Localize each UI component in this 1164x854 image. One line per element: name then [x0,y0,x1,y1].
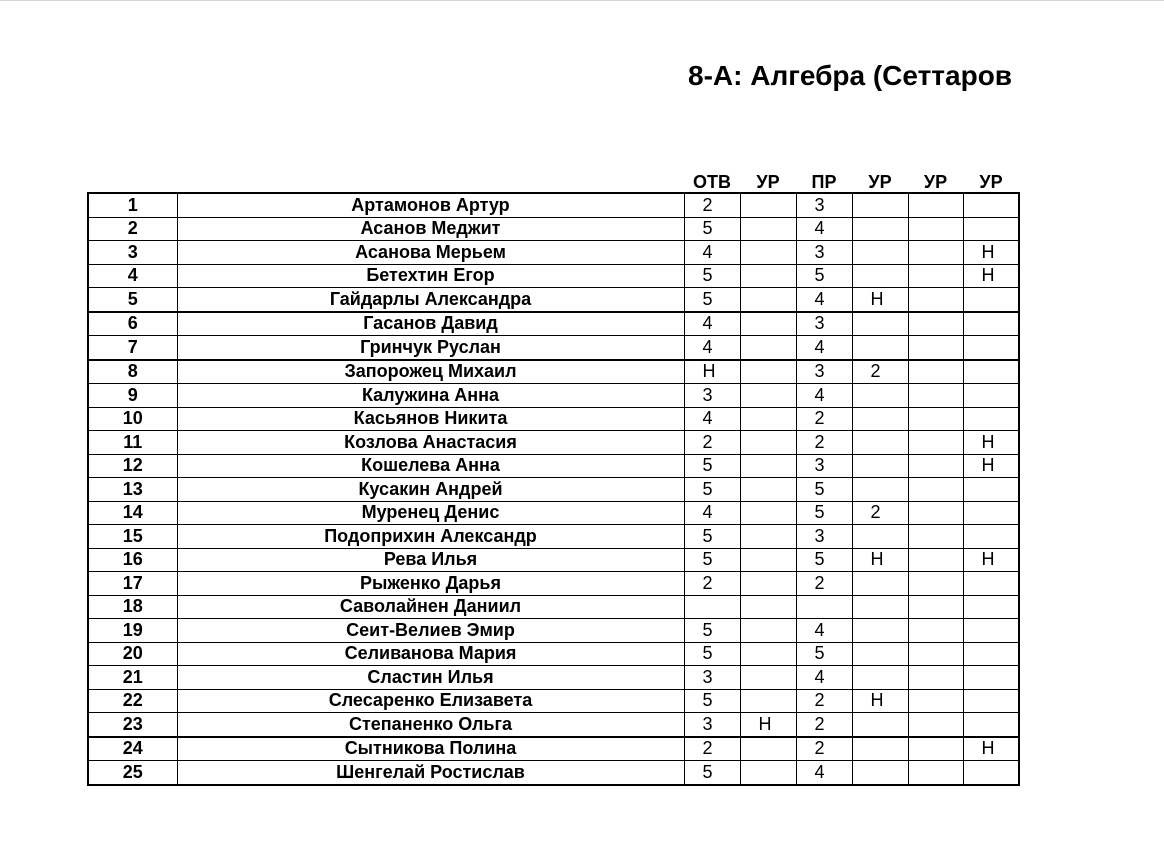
table-row [88,548,1019,572]
student-name: Селиванова Мария [177,642,684,666]
table-row [88,241,1019,265]
row-number: 1 [88,193,177,217]
grade-cell [740,407,796,431]
grade-cell [740,761,796,785]
student-name: Касьянов Никита [177,407,684,431]
grade-cell: 2 [796,407,852,431]
grade-cell [852,642,908,666]
grade-cell [908,312,963,336]
row-number: 19 [88,619,177,643]
grade-cell: 3 [796,193,852,217]
grade-cell [963,407,1019,431]
grade-cell [963,312,1019,336]
row-number: 24 [88,737,177,761]
column-header: ПР [811,172,837,192]
table-row [88,454,1019,478]
grade-cell: 5 [684,288,740,312]
student-name: Кошелева Анна [177,454,684,478]
column-header: УР [923,172,948,192]
grade-cell [908,572,963,596]
grade-cell [963,666,1019,690]
grade-cell: 5 [684,761,740,785]
grade-cell [908,336,963,360]
student-name: Саволайнен Даниил [177,595,684,619]
grade-cell: 2 [796,713,852,737]
column-header: УР [756,172,780,192]
row-number: 7 [88,336,177,360]
grade-cell: 4 [684,501,740,525]
grade-cell [740,336,796,360]
grade-cell [908,713,963,737]
grade-cell [852,217,908,241]
grade-cell [908,737,963,761]
grades-body [88,193,1019,785]
row-number: 21 [88,666,177,690]
grade-cell [963,595,1019,619]
grade-cell: 2 [796,431,852,455]
student-name: Подоприхин Александр [177,525,684,549]
grade-cell: 4 [684,336,740,360]
grade-cell: Н [963,431,1019,455]
student-name: Гасанов Давид [177,312,684,336]
grade-cell [740,548,796,572]
table-row [88,478,1019,502]
grade-cell [908,525,963,549]
table-row [88,572,1019,596]
row-number: 5 [88,288,177,312]
row-number: 16 [88,548,177,572]
grade-cell [963,525,1019,549]
grade-cell [908,193,963,217]
student-name: Рыженко Дарья [177,572,684,596]
grades-table [87,168,1020,786]
grade-cell: 5 [684,619,740,643]
grade-cell [740,217,796,241]
table-row [88,666,1019,690]
student-name: Козлова Анастасия [177,431,684,455]
grade-cell: Н [963,737,1019,761]
grade-cell [963,501,1019,525]
grade-cell [852,454,908,478]
grade-cell: 2 [684,193,740,217]
student-name: Кусакин Андрей [177,478,684,502]
grade-cell [908,666,963,690]
grade-cell: 4 [796,666,852,690]
grade-cell [740,595,796,619]
grade-cell [852,713,908,737]
grade-cell [963,193,1019,217]
student-name: Муренец Денис [177,501,684,525]
grade-cell [740,288,796,312]
grade-cell: 2 [684,431,740,455]
grade-cell: 4 [684,407,740,431]
grade-cell [852,336,908,360]
table-row [88,619,1019,643]
grade-cell: 3 [796,312,852,336]
student-name: Асанова Мерьем [177,241,684,265]
grade-cell: 3 [684,384,740,408]
grade-cell [740,193,796,217]
student-name: Гайдарлы Александра [177,288,684,312]
grade-cell [740,264,796,288]
grade-cell [963,761,1019,785]
grade-cell: Н [963,548,1019,572]
grade-cell [852,312,908,336]
grade-cell [908,217,963,241]
grade-cell: 3 [796,241,852,265]
row-number: 12 [88,454,177,478]
grade-cell [963,478,1019,502]
row-number: 18 [88,595,177,619]
grade-cell [852,407,908,431]
grade-cell [963,336,1019,360]
row-number: 20 [88,642,177,666]
row-number: 4 [88,264,177,288]
table-row [88,431,1019,455]
grade-cell: 5 [684,548,740,572]
table-row [88,737,1019,761]
grade-cell: 4 [796,217,852,241]
student-name: Артамонов Артур [177,193,684,217]
grade-cell [852,572,908,596]
grade-cell [684,595,740,619]
grade-cell [740,525,796,549]
grade-cell [908,384,963,408]
grade-cell [963,619,1019,643]
grade-cell: 2 [684,572,740,596]
row-number: 15 [88,525,177,549]
grade-cell [852,384,908,408]
student-name: Калужина Анна [177,384,684,408]
row-number: 25 [88,761,177,785]
grade-cell [852,666,908,690]
grade-cell [908,689,963,713]
grade-cell [963,572,1019,596]
grade-cell: 4 [796,288,852,312]
column-header: УР [868,172,892,192]
grade-cell: 5 [684,689,740,713]
column-header: ОТВ [693,172,731,192]
grade-cell: 5 [796,478,852,502]
table-row [88,689,1019,713]
row-number: 6 [88,312,177,336]
grade-cell [963,217,1019,241]
table-row [88,264,1019,288]
grade-cell [852,525,908,549]
student-name: Асанов Меджит [177,217,684,241]
grade-cell [963,689,1019,713]
header-row [88,168,1019,193]
grade-cell [740,360,796,384]
row-number: 17 [88,572,177,596]
grade-cell: 5 [684,525,740,549]
grade-cell [963,288,1019,312]
grade-cell [908,619,963,643]
grade-cell: 4 [684,312,740,336]
table-row [88,501,1019,525]
grade-cell [963,713,1019,737]
table-row [88,407,1019,431]
table-row [88,336,1019,360]
grade-cell [908,548,963,572]
grade-cell [740,737,796,761]
grade-cell: 4 [796,336,852,360]
grade-cell: Н [852,288,908,312]
grade-cell [740,642,796,666]
grade-cell: 5 [684,642,740,666]
student-name: Бетехтин Егор [177,264,684,288]
grade-cell: 2 [796,737,852,761]
grade-cell [908,241,963,265]
grade-cell [740,619,796,643]
student-name: Степаненко Ольга [177,713,684,737]
student-name: Гринчук Руслан [177,336,684,360]
page-title: 8-А: Алгебра (Сеттаров [688,60,1013,91]
grade-cell [740,501,796,525]
grade-cell [963,642,1019,666]
grade-cell [852,478,908,502]
grade-cell: Н [852,689,908,713]
grade-cell [740,454,796,478]
grade-cell [908,264,963,288]
row-number: 3 [88,241,177,265]
row-number: 9 [88,384,177,408]
grade-cell [740,689,796,713]
grade-cell [908,288,963,312]
table-row [88,312,1019,336]
row-number: 22 [88,689,177,713]
grade-cell [908,642,963,666]
student-name: Сытникова Полина [177,737,684,761]
grade-cell [740,384,796,408]
grade-cell [908,431,963,455]
grade-cell [740,478,796,502]
student-name: Сластин Илья [177,666,684,690]
table-row [88,713,1019,737]
grade-cell: 2 [796,572,852,596]
grade-cell [852,619,908,643]
grade-cell: 5 [796,264,852,288]
grade-cell [908,454,963,478]
grade-cell: 5 [684,454,740,478]
grade-cell: 2 [852,360,908,384]
grade-cell [852,241,908,265]
header-name [177,168,684,193]
grade-cell [852,737,908,761]
grade-cell: 5 [796,642,852,666]
table-row [88,193,1019,217]
grade-cell: Н [684,360,740,384]
grade-cell: 3 [684,666,740,690]
grade-cell [796,595,852,619]
grade-cell [963,384,1019,408]
table-row [88,360,1019,384]
grade-cell: 4 [796,619,852,643]
grade-cell: 3 [684,713,740,737]
grade-cell [852,595,908,619]
grade-cell [908,501,963,525]
grade-cell: 5 [684,264,740,288]
grade-cell: 4 [796,761,852,785]
grade-cell [908,595,963,619]
row-number: 11 [88,431,177,455]
grade-cell [908,761,963,785]
row-number: 10 [88,407,177,431]
row-number: 13 [88,478,177,502]
grade-cell: 2 [684,737,740,761]
table-row [88,217,1019,241]
grade-cell: Н [963,454,1019,478]
grade-cell: 2 [852,501,908,525]
grade-cell: Н [963,264,1019,288]
grade-cell: 5 [796,501,852,525]
student-name: Рева Илья [177,548,684,572]
grade-cell: 3 [796,360,852,384]
column-header: УР [979,172,1003,192]
grade-cell [852,264,908,288]
grade-cell [852,431,908,455]
table-row [88,525,1019,549]
table-row [88,642,1019,666]
grade-cell [908,360,963,384]
table-row [88,761,1019,785]
student-name: Шенгелай Ростислав [177,761,684,785]
grade-cell: 4 [684,241,740,265]
grade-cell: 5 [796,548,852,572]
row-number: 14 [88,501,177,525]
grade-cell: Н [963,241,1019,265]
grade-cell [740,431,796,455]
grade-cell [740,241,796,265]
table-row [88,595,1019,619]
grade-cell: 4 [796,384,852,408]
student-name: Запорожец Михаил [177,360,684,384]
grade-cell [740,572,796,596]
table-row [88,288,1019,312]
page-top-border [0,0,1164,1]
grade-cell [740,666,796,690]
row-number: 23 [88,713,177,737]
grade-cell [908,478,963,502]
grade-cell: 3 [796,525,852,549]
grade-cell: 5 [684,478,740,502]
row-number: 8 [88,360,177,384]
grade-cell [852,761,908,785]
grade-cell: Н [740,713,796,737]
grade-cell: 3 [796,454,852,478]
grade-cell [963,360,1019,384]
grade-cell [908,407,963,431]
grade-cell [852,193,908,217]
student-name: Сеит-Велиев Эмир [177,619,684,643]
table-row [88,384,1019,408]
grade-cell [740,312,796,336]
grade-cell: Н [852,548,908,572]
row-number: 2 [88,217,177,241]
grade-cell: 5 [684,217,740,241]
student-name: Слесаренко Елизавета [177,689,684,713]
header-number [88,168,177,193]
grade-cell: 2 [796,689,852,713]
